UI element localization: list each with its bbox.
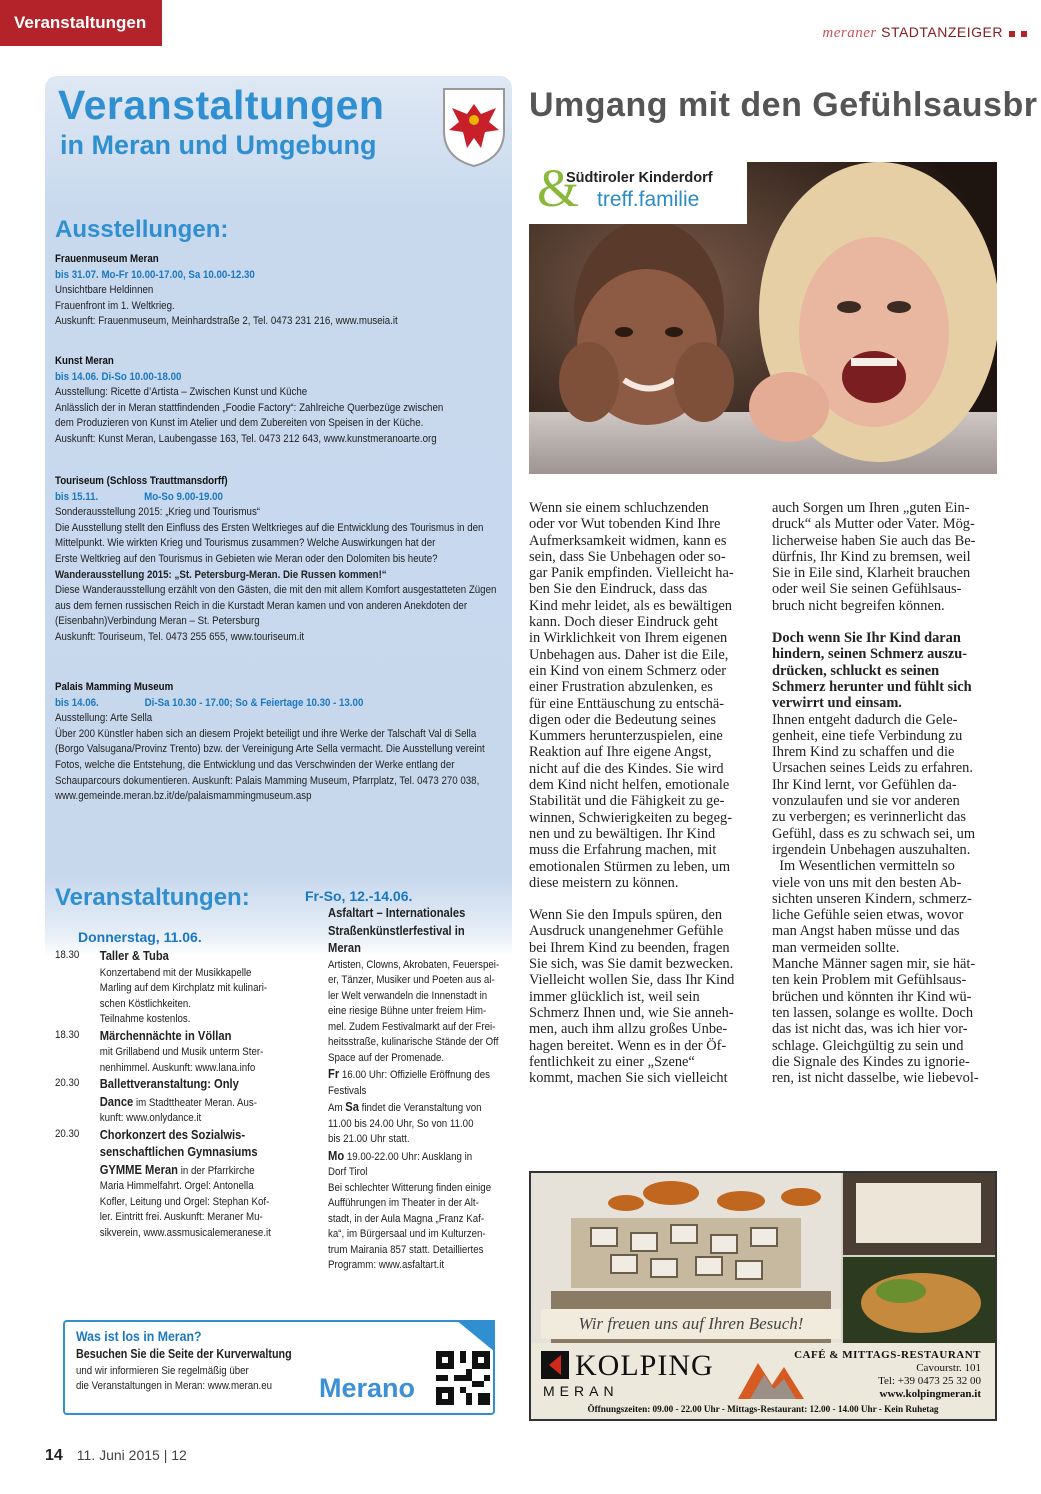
event-line: in der Pfarrkirche bbox=[177, 1164, 255, 1177]
event-title: GYMME Meran bbox=[99, 1161, 178, 1177]
kur-line: die Veranstaltungen in Meran: www.meran.eu bbox=[76, 1380, 273, 1392]
exhibition-line: Anlässlich der in Meran stattfindenden „Foodie Factory“: Zahlreiche Querbezüge zwischen bbox=[55, 401, 444, 414]
festival-title: Asfaltart – Internationales bbox=[328, 905, 466, 920]
merano-logo: Merano bbox=[319, 1373, 416, 1403]
article-line: druck“ als Mutter oder Vater. Mög- bbox=[772, 516, 975, 533]
brand-square-icon bbox=[1009, 31, 1015, 37]
festival-line: Am bbox=[328, 1102, 346, 1114]
ad-name: KOLPING bbox=[575, 1349, 714, 1382]
festival-line: 11.00 bis 24.00 Uhr, So von 11.00 bbox=[328, 1117, 474, 1130]
article-line: zu verbergen; es verinnerlicht das bbox=[772, 809, 966, 826]
exhibition-line: Fotos, welche die Entstehung, die Entwicklung und das Verschwinden der Werke entlang der bbox=[55, 758, 455, 771]
event-item bbox=[55, 1127, 296, 1242]
article-column-1 bbox=[529, 500, 754, 1086]
article-line: in Wirklichkeit von Ihrem eigenen bbox=[529, 630, 728, 647]
festival-line: ka“, im Bürgersaal und im Kulturzen- bbox=[328, 1228, 486, 1240]
event-title: Märchennächte in Völlan bbox=[99, 1027, 232, 1043]
event-line: Teilnahme kostenlos. bbox=[99, 1013, 191, 1025]
kur-bold: Besuchen Sie die Seite der Kurverwaltung bbox=[76, 1347, 292, 1361]
exhibition-dates: bis 14.06. Di-So 10.00-18.00 bbox=[55, 370, 182, 383]
article-line: hindern, seinen Schmerz auszu- bbox=[772, 646, 968, 663]
exhibition-dates: bis 31.07. Mo-Fr 10.00-17.00, Sa 10.00-12.30 bbox=[55, 268, 255, 281]
article-line: für eine Enttäuschung zu entschä- bbox=[529, 695, 724, 712]
panel-subtitle: in Meran und Umgebung bbox=[60, 130, 377, 160]
issue-date: 11. Juni 2015 | 12 bbox=[76, 1447, 187, 1463]
exhibition-name: Kunst Meran bbox=[55, 355, 114, 367]
exhibition-line: Unsichtbare Heldinnen bbox=[55, 284, 154, 297]
exhibitions-heading: Ausstellungen: bbox=[55, 216, 229, 243]
article-line: Ursachen seines Leids zu erfahren. bbox=[772, 760, 973, 777]
event-title: Ballettveranstaltung: Only bbox=[99, 1076, 239, 1091]
event-line: nenhimmel. Auskunft: www.lana.info bbox=[99, 1061, 256, 1074]
article-line: Aufmerksamkeit widmen, kann es bbox=[529, 532, 727, 549]
event-line: Kofler, Leitung und Orgel: Stephan Kof- bbox=[99, 1195, 270, 1208]
festival-block bbox=[328, 905, 499, 1274]
article-line: kann. Doch dieser Eindruck geht bbox=[529, 614, 719, 631]
event-line: Maria Himmelfahrt. Orgel: Antonella bbox=[99, 1180, 254, 1192]
event-line: sikverein, www.assmusicalemeranese.it bbox=[99, 1226, 271, 1239]
article-line: ren, ist nicht dasselbe, wie liebevol- bbox=[772, 1070, 979, 1087]
article-line: man Angst haben müsse und das bbox=[772, 923, 960, 940]
exhibition-name: Palais Mamming Museum bbox=[55, 681, 174, 693]
event-time: 20.30 bbox=[55, 1077, 80, 1089]
article-line: dürfnis, Ihr Kind zu bremsen, weil bbox=[772, 548, 971, 565]
article-line: Im Wesentlichen vermitteln so bbox=[772, 858, 955, 875]
exhibition-line: Frauenfront im 1. Weltkrieg. bbox=[55, 299, 175, 312]
article-line: irgendein Unbehagen auszuhalten. bbox=[772, 841, 971, 858]
festival-line: ler Welt verwandeln die Innenstadt in bbox=[328, 989, 488, 1002]
article-line: diese meistern zu können. bbox=[529, 874, 679, 891]
exhibition-line: Auskunft: Kunst Meran, Laubengasse 163, Tel. 0473 212 643, www.kunstmeranoarte.org bbox=[55, 432, 437, 445]
panel-title: Veranstaltungen bbox=[58, 82, 385, 128]
exhibition-line: Diese Wanderausstellung erzählt von den Gästen, die mit den mit allem Komfort ausgestatteten Zügen bbox=[55, 584, 497, 597]
article-line: kommt, machen Sie sich vielleicht bbox=[529, 1070, 728, 1087]
article-line: Wenn sie einem schluchzenden bbox=[529, 500, 709, 516]
ad-web: www.kolpingmeran.it bbox=[879, 1388, 981, 1400]
festival-line: 16.00 Uhr: Offizielle Eröffnung des bbox=[339, 1069, 491, 1081]
article-line: brüchen und könnten ihr Kind wü- bbox=[772, 988, 972, 1005]
exhibition-line: (Borgo Valsugana/Provinz Trento) bzw. der Vereinigung Arte Sella vermacht. Die Ausstellung vereint bbox=[55, 743, 485, 756]
festival-line: Space auf der Promenade. bbox=[328, 1051, 445, 1064]
exhibition-line: Erste Weltkrieg auf den Tourismus in Gebieten wie Meran oder den Dolomiten bis heute? bbox=[55, 552, 438, 565]
article-line: verwirrt und einsam. bbox=[772, 695, 902, 712]
festival-date: Fr-So, 12.-14.06. bbox=[305, 888, 413, 904]
article-line: nen und zu bewältigen. Ihr Kind bbox=[529, 825, 716, 842]
article-line: sein, dass Sie Unbehagen oder so- bbox=[529, 548, 726, 565]
article-line: digen oder die Bedeutung seines bbox=[529, 711, 717, 728]
festival-day: Sa bbox=[345, 1099, 359, 1114]
event-item bbox=[55, 1028, 296, 1077]
section-tag: Veranstaltungen bbox=[0, 0, 162, 46]
article-line: viele von uns mit den besten Ab- bbox=[772, 874, 962, 891]
festival-line: eine riesige Bühne unter freiem Him- bbox=[328, 1005, 487, 1017]
article-line: men, auch ihm allzu großes Unbe- bbox=[529, 1021, 728, 1038]
article-line: ten kein Problem mit Gefühlsaus- bbox=[772, 972, 967, 989]
article-line: Wenn Sie den Impuls spüren, den bbox=[529, 907, 723, 924]
exhibition-dates: bis 15.11. Mo-So 9.00-19.00 bbox=[55, 490, 223, 503]
brand-square-icon bbox=[1021, 31, 1027, 37]
festival-line: Programm: www.asfaltart.it bbox=[328, 1259, 445, 1271]
article-line: auch Sorgen um Ihren „guten Ein- bbox=[772, 500, 970, 516]
event-time: 20.30 bbox=[55, 1127, 80, 1140]
article-line: fentlichkeit zu einer „Szene“ bbox=[529, 1053, 695, 1070]
festival-line: heitsstraße, kulinarische Stände der Off bbox=[328, 1036, 499, 1048]
kolping-ad bbox=[529, 1171, 997, 1421]
article-line: Ihrem Kind zu schaffen und die bbox=[772, 744, 955, 761]
article-line: oder weil Sie seinen Gefühlsaus- bbox=[772, 581, 962, 598]
article-line: genheit, eine tiefe Verbindung zu bbox=[772, 727, 963, 744]
page-number: 14 bbox=[45, 1447, 63, 1464]
exhibition-line: aus dem fernen russischen Reich in die Kurstadt Meran kamen und von anderen Anekdoten der bbox=[55, 599, 468, 612]
kur-title: Was ist los in Meran? bbox=[76, 1328, 202, 1344]
festival-line: er, Tänzer, Musiker und Poeten aus al- bbox=[328, 974, 495, 986]
article-line: Manche Männer sagen mir, sie hät- bbox=[772, 956, 976, 973]
article-line: hagen bereitet. Wenn es in der Öf- bbox=[529, 1037, 727, 1054]
article-line: licherweise haben Sie auch das Be- bbox=[772, 532, 976, 549]
exhibition-line: www.gemeinde.meran.bz.it/de/palaismammingmuseum.asp bbox=[55, 790, 312, 803]
event-line: Marling auf dem Kirchplatz mit kulinari- bbox=[99, 982, 268, 994]
exhibition-line: Die Ausstellung stellt den Einfluss des Ersten Weltkrieges auf die Entwicklung des Tourismus in den bbox=[55, 521, 484, 534]
exhibition-line: Schauparcours dokumentieren. Auskunft: Palais Mamming Museum, Pfarrplatz, Tel. 0473 270 038, bbox=[55, 774, 480, 787]
kolping-k-icon bbox=[541, 1351, 569, 1379]
article-line: man vermeiden sollte. bbox=[772, 939, 900, 956]
exhibition-line: dem Produzieren von Kunst im Atelier und dem Zubereiten von Speisen in der Küche. bbox=[55, 417, 424, 430]
article-line: drücken, schluckt es seinen bbox=[772, 662, 940, 679]
article-line: liche Gefühle seien etwas, wovor bbox=[772, 907, 964, 924]
article-line: muss die Erfahrung machen, mit bbox=[529, 842, 717, 859]
event-item bbox=[55, 1076, 296, 1127]
ad-type: CAFÉ & MITTAGS-RESTAURANT bbox=[794, 1349, 981, 1361]
article-line: Stabilität und die Fähigkeit zu ge- bbox=[529, 793, 725, 810]
article-line: vonzulaufen und sie vor anderen bbox=[772, 793, 960, 810]
event-title: Chorkonzert des Sozialwis- bbox=[99, 1126, 246, 1142]
coat-of-arms-icon bbox=[441, 86, 507, 168]
article-line: oder vor Wut tobenden Kind Ihre bbox=[529, 516, 721, 533]
event-line: schen Köstlichkeiten. bbox=[99, 997, 191, 1010]
festival-line: trum Mairania 857 statt. Detailliertes bbox=[328, 1243, 484, 1256]
exhibition-line: Mittelpunkt. Wie wirkten Krieg und Tourismus zusammen? Welche Auswirkungen hat der bbox=[55, 537, 436, 550]
brand-logo bbox=[822, 24, 1027, 42]
exhibition-palais-mamming bbox=[55, 680, 485, 805]
kur-line: und wir informieren Sie regelmäßig über bbox=[76, 1364, 249, 1377]
exhibition-line: Sonderausstellung 2015: „Krieg und Tourismus“ bbox=[55, 506, 261, 519]
article-line: Ihnen entgeht dadurch die Gele- bbox=[772, 711, 958, 728]
exhibition-line: Wanderausstellung 2015: „St. Petersburg-Meran. Die Russen kommen!“ bbox=[55, 568, 387, 581]
festival-line: stadt, in der Aula Magna „Franz Kaf- bbox=[328, 1212, 485, 1225]
exhibition-frauenmuseum bbox=[55, 252, 398, 330]
festival-title: Straßenkünstlerfestival in bbox=[328, 922, 465, 938]
article-line: die Signale des Kindes zu ignorie- bbox=[772, 1053, 970, 1070]
event-line: kunft: www.onlydance.it bbox=[99, 1112, 202, 1124]
festival-line: bis 21.00 Uhr statt. bbox=[328, 1133, 410, 1145]
ad-tel: Tel: +39 0473 25 32 00 bbox=[878, 1375, 981, 1387]
event-title: Taller & Tuba bbox=[99, 948, 169, 963]
article-line: emotionalen Stürmen zu leben, um bbox=[529, 858, 731, 875]
logo-line2: treff.familie bbox=[597, 188, 700, 211]
brand-name: STADTANZEIGER bbox=[881, 24, 1003, 40]
event-title: senschaftlichen Gymnasiums bbox=[99, 1144, 258, 1159]
article-line: schlage. Gleichgültig zu sein und bbox=[772, 1037, 964, 1054]
article-line: Vielleicht wollen Sie, dass Ihr Kind bbox=[529, 972, 735, 989]
article-line: ein Kind von einem Schmerz oder bbox=[529, 662, 727, 679]
events-heading: Veranstaltungen: bbox=[55, 884, 250, 911]
events-day: Donnerstag, 11.06. bbox=[78, 929, 202, 945]
event-item bbox=[55, 948, 296, 1028]
article-line: ten lassen, solange es wollte. Doch bbox=[772, 1004, 974, 1021]
exhibition-line: Über 200 Künstler haben sich an diesem Projekt beteiligt und ihre Werke der Talschaft Val di Sella bbox=[55, 727, 477, 740]
festival-line: findet die Veranstaltung von bbox=[358, 1102, 482, 1114]
article-line: Gefühl, dass es zu schwach sei, um bbox=[772, 825, 976, 842]
article-line: Schmerz herunter und fühlt sich bbox=[772, 678, 972, 695]
article-line: winnen, Schwierigkeiten zu begeg- bbox=[529, 809, 733, 826]
exhibition-kunst-meran bbox=[55, 354, 443, 448]
article-line: Ihr Kind lernt, vor Gefühlen da- bbox=[772, 776, 957, 793]
article-line: Doch wenn Sie Ihr Kind daran bbox=[772, 630, 961, 647]
festival-line: Bei schlechter Witterung finden einige bbox=[328, 1181, 492, 1194]
article-line: bei Ihrem Kind zu beenden, fragen bbox=[529, 939, 730, 956]
article-line: sichten unseren Kindern, schmerz- bbox=[772, 890, 972, 907]
exhibition-line: Ausstellung: Arte Sella bbox=[55, 712, 153, 725]
article-title: Umgang mit den Gefühlsausbr bbox=[529, 86, 1038, 124]
article-line: nicht auf die des Kindes. Sie wird bbox=[529, 760, 724, 777]
event-line: Konzertabend mit der Musikkapelle bbox=[99, 966, 252, 979]
event-list bbox=[55, 948, 296, 1241]
article-line: einer Frustration abzulenken, es bbox=[529, 679, 713, 696]
ampersand-icon: & bbox=[537, 158, 580, 218]
event-time: 18.30 bbox=[55, 1028, 80, 1041]
festival-line: Aufführungen im Theater in der Alt- bbox=[328, 1197, 479, 1209]
article-line: gar Panik empfinden. Vielleicht ha- bbox=[529, 565, 734, 582]
brand-script: meraner bbox=[822, 25, 877, 41]
article-line: ben Sie den Eindruck, dass das bbox=[529, 581, 708, 598]
article-line: Ausdruck unangenehmer Gefühle bbox=[529, 923, 724, 940]
article-line: Sie in Eile sind, Klarheit brauchen bbox=[772, 565, 971, 582]
exhibition-line: Auskunft: Touriseum, Tel. 0473 255 655, www.touriseum.it bbox=[55, 630, 305, 643]
article-line: Kind mehr leidet, als es bewältigen bbox=[529, 597, 733, 614]
article-line: Sie sich, was Sie damit bezwecken. bbox=[529, 956, 734, 973]
exhibition-line: Ausstellung: Ricette d’Artista – Zwischen Kunst und Küche bbox=[55, 386, 308, 399]
ad-street: Cavourstr. 101 bbox=[916, 1362, 981, 1374]
qr-code-icon bbox=[436, 1351, 490, 1405]
corner-fold-icon bbox=[456, 1320, 495, 1352]
article-line: dem Kind nicht helfen, emotionale bbox=[529, 777, 730, 794]
festival-line: Artisten, Clowns, Akrobaten, Feuerspei- bbox=[328, 958, 500, 971]
kinderdorf-logo bbox=[529, 158, 747, 224]
exhibition-dates: bis 14.06. Di-Sa 10.30 - 17.00; So & Feiertage 10.30 - 13.00 bbox=[55, 696, 364, 709]
festival-line: mel. Zudem Festivalmarkt auf der Frei- bbox=[328, 1020, 496, 1033]
event-line: ler. Eintritt frei. Auskunft: Meraner Mu- bbox=[99, 1211, 263, 1223]
festival-line: Dorf Tirol bbox=[328, 1166, 368, 1178]
event-line: im Stadttheater Meran. Aus- bbox=[133, 1096, 257, 1109]
ad-city: MERAN bbox=[543, 1383, 619, 1399]
ad-banner: Wir freuen uns auf Ihren Besuch! bbox=[541, 1309, 841, 1339]
exhibition-line: Auskunft: Frauenmuseum, Meinhardstraße 2, Tel. 0473 231 216, www.museia.it bbox=[55, 315, 398, 328]
event-line: mit Grillabend und Musik unterm Ster- bbox=[99, 1046, 264, 1058]
article-line: Kummers herunterzuspielen, eine bbox=[529, 728, 723, 745]
event-title: Dance bbox=[99, 1093, 134, 1109]
logo-line1: Südtiroler Kinderdorf bbox=[566, 170, 713, 186]
article-line: immer glücklich ist, weil sein bbox=[529, 988, 700, 1005]
exhibition-name: Touriseum (Schloss Trauttmansdorff) bbox=[55, 475, 228, 487]
article-line: Reaktion auf Ihre eigene Angst, bbox=[529, 744, 712, 761]
exhibition-line: (Eisenbahn)Verbindung Meran – St. Petersburg bbox=[55, 615, 260, 628]
exhibition-touriseum bbox=[55, 474, 496, 646]
festival-day: Mo bbox=[328, 1147, 345, 1163]
exhibition-name: Frauenmuseum Meran bbox=[55, 253, 159, 265]
ad-contact bbox=[794, 1349, 981, 1401]
article-column-2 bbox=[772, 500, 997, 1086]
page-footer bbox=[45, 1447, 187, 1465]
article-line: Unbehagen aus. Daher ist die Eile, bbox=[529, 646, 729, 663]
festival-day: Fr bbox=[328, 1066, 340, 1081]
article-line: Schmerz Ihnen und, wie Sie anneh- bbox=[529, 1004, 734, 1021]
article-line: das ist nicht das, was ich hier vor- bbox=[772, 1021, 968, 1038]
ad-hours: Öffnungszeiten: 09.00 - 22.00 Uhr - Mittags-Restaurant: 12.00 - 14.00 Uhr - Kein Ruhetag bbox=[587, 1404, 939, 1414]
kur-text bbox=[76, 1347, 292, 1395]
festival-title: Meran bbox=[328, 940, 361, 955]
festival-line: 19.00-22.00 Uhr: Ausklang in bbox=[344, 1150, 473, 1163]
festival-line: Festivals bbox=[328, 1084, 367, 1097]
event-time: 18.30 bbox=[55, 949, 80, 961]
article-line: bruch nicht begreifen können. bbox=[772, 597, 945, 614]
